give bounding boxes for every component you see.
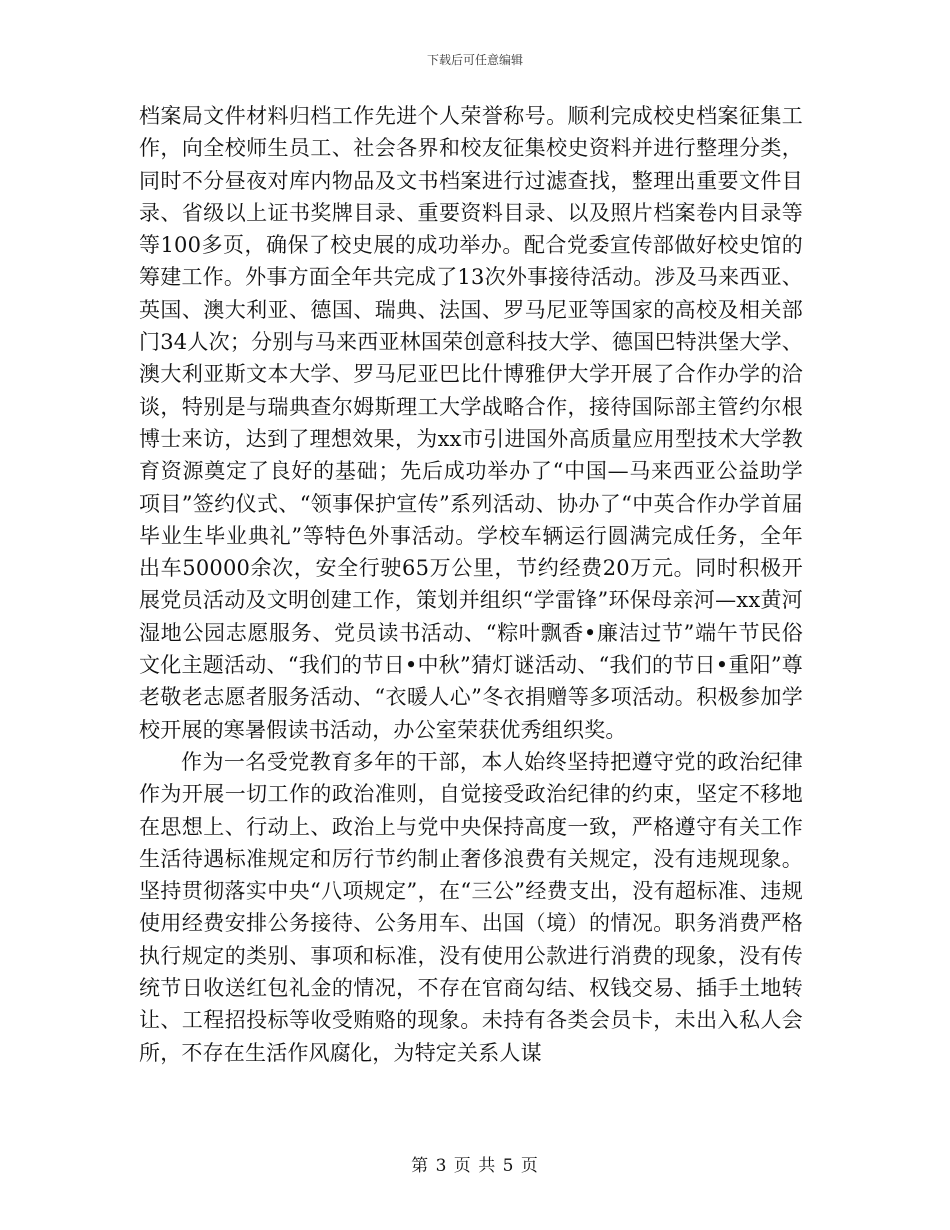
document-body <box>139 100 803 1069</box>
paragraph-continuation: 档案局文件材料归档工作先进个人荣誉称号。顺利完成校史档案征集工作，向全校师生员工、社会各界和校友征集校史资料并进行整理分类，同时不分昼夜对库内物品及文书档案进行过滤查找，整理出重要文件目录、省级以上证书奖牌目录、重要资料目录、以及照片档案卷内目录等等100多页，确保了校史展的成功举办。配合党委宣传部做好校史馆的筹建工作。外事方面全年共完成了13次外事接待活动。涉及马来西亚、英国、澳大利亚、德国、瑞典、法国、罗马尼亚等国家的高校及相关部门34人次；分别与马来西亚林国荣创意科技大学、德国巴特洪堡大学、澳大利亚斯文本大学、罗马尼亚巴比什博雅伊大学开展了合作办学的洽谈，特别是与瑞典查尔姆斯理工大学战略合作，接待国际部主管约尔根博士来访，达到了理想效果，为xx市引进国外高质量应用型技术大学教育资源奠定了良好的基础；先后成功举办了“中国—马来西亚公益助学项目”签约仪式、“领事保护宣传”系列活动、协办了“中英合作办学首届毕业生毕业典礼”等特色外事活动。学校车辆运行圆满完成任务，全年出车50000余次，安全行驶65万公里，节约经费20万元。同时积极开展党员活动及文明创建工作，策划并组织“学雷锋”环保母亲河—xx黄河湿地公园志愿服务、党员读书活动、“粽叶飘香•廉洁过节”端午节民俗文化主题活动、“我们的节日•中秋”猜灯谜活动、“我们的节日•重阳”尊老敬老志愿者服务活动、“衣暖人心”冬衣捐赠等多项活动。积极参加学校开展的寒暑假读书活动，办公室荣获优秀组织奖。 <box>139 104 803 742</box>
paragraph-political-discipline: 作为一名受党教育多年的干部，本人始终坚持把遵守党的政治纪律作为开展一切工作的政治准则，自觉接受政治纪律的约束，坚定不移地在思想上、行动上、政治上与党中央保持高度一致，严格遵守有关工作生活待遇标准规定和厉行节约制止奢侈浪费有关规定，没有违规现象。坚持贯彻落实中央“八项规定”，在“三公”经费支出，没有超标准、违规使用经费安排公务接待、公务用车、出国（境）的情况。职务消费严格执行规定的类别、事项和标准，没有使用公款进行消费的现象，没有传统节日收送红包礼金的情况，不存在官商勾结、权钱交易、插手土地转让、工程招投标等收受贿赂的现象。未持有各类会员卡，未出入私人会所，不存在生活作风腐化，为特定关系人谋 <box>139 749 803 1065</box>
page-number: 第 3 页 共 5 页 <box>411 1156 539 1176</box>
page-header-note: 下载后可任意编辑 <box>426 53 523 67</box>
